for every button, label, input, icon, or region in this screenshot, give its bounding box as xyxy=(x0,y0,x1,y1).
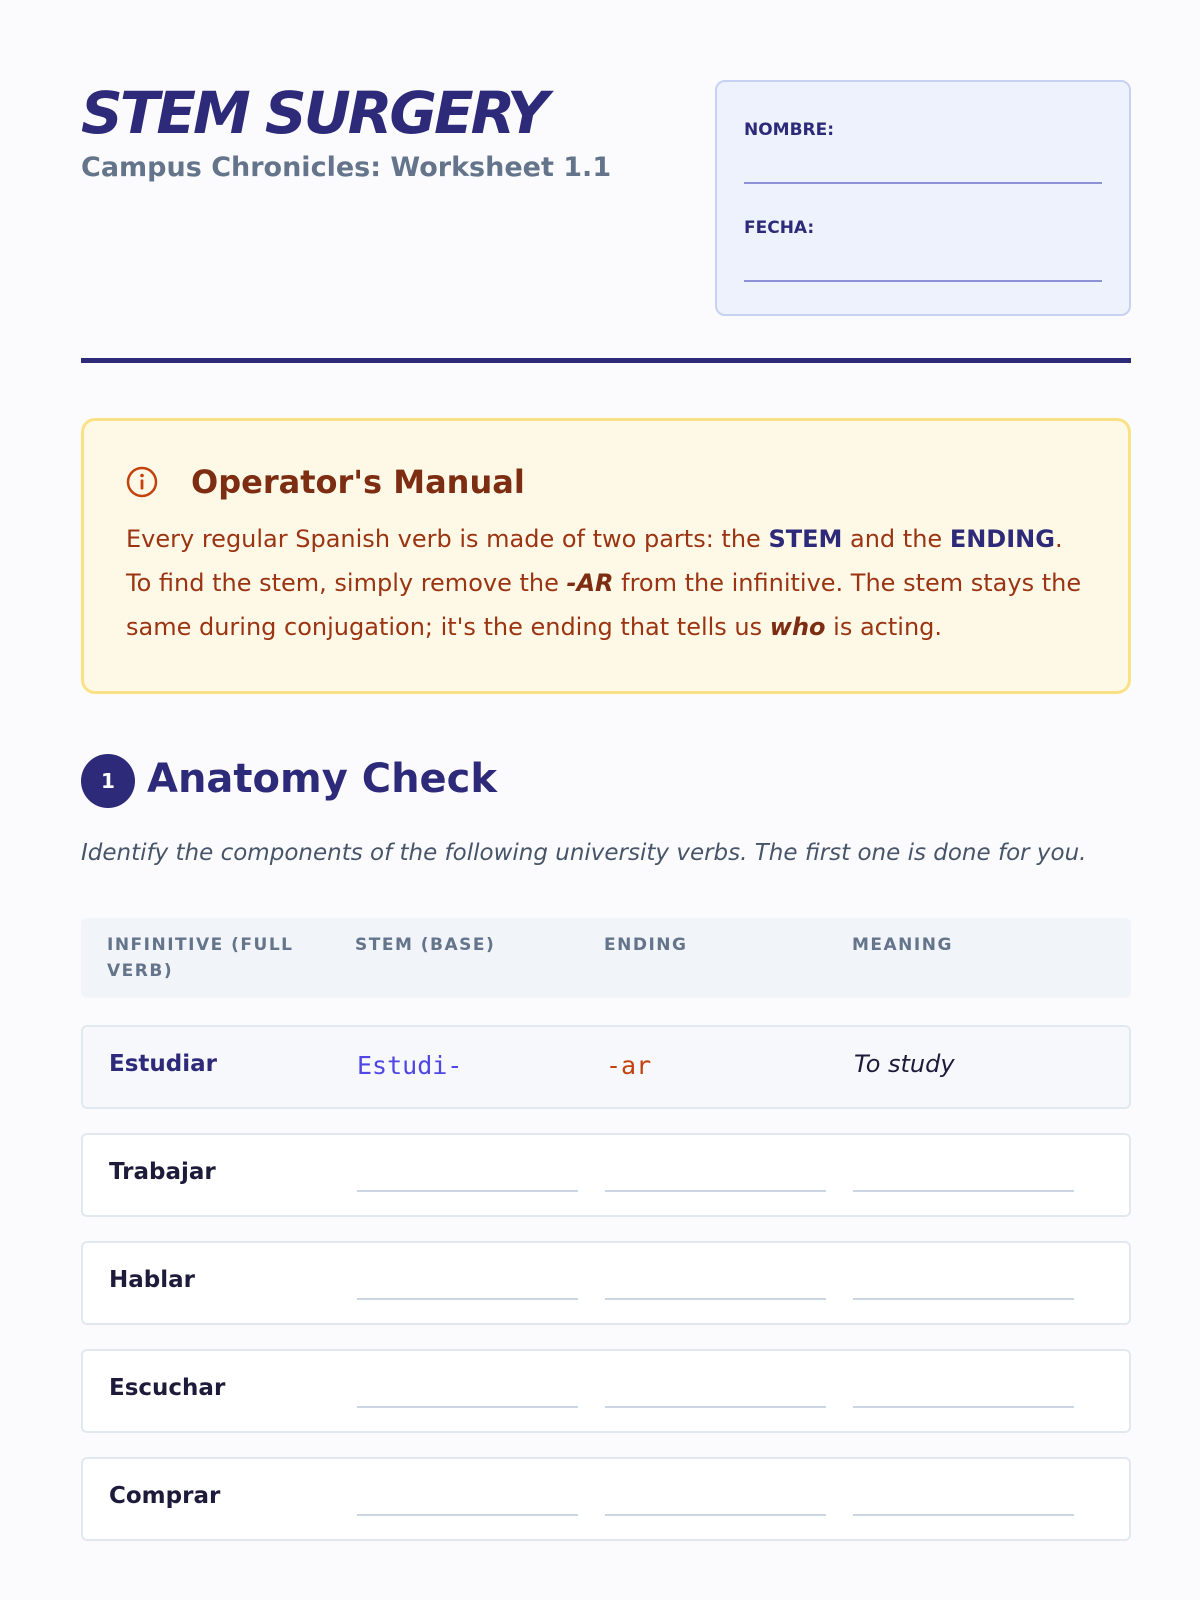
manual-text-part: . To find the stem, simply remove the xyxy=(126,525,1063,597)
name-field[interactable] xyxy=(744,182,1102,184)
manual-text-part: Every regular Spanish verb is made of two parts: the xyxy=(126,525,769,553)
worksheet-title: STEM SURGERY xyxy=(81,79,546,147)
meaning-blank[interactable] xyxy=(853,1298,1074,1300)
meaning-blank[interactable] xyxy=(853,1406,1074,1408)
stem-blank[interactable] xyxy=(357,1298,578,1300)
section-instructions: Identify the components of the following university verbs. The first one is done for you. xyxy=(81,840,1087,866)
student-info-box xyxy=(715,80,1131,316)
worksheet-header xyxy=(81,80,1131,320)
column-header-stem: STEM (BASE) xyxy=(355,935,496,955)
worksheet-subtitle: Campus Chronicles: Worksheet 1.1 xyxy=(81,152,612,183)
header-divider xyxy=(81,358,1131,363)
keyword-who: who xyxy=(769,613,826,641)
manual-text-part: from the infinitive. The stem stays the same during conjugation; it's the ending that tells us xyxy=(126,569,1082,641)
info-circle-icon xyxy=(126,466,158,498)
example-stem: Estudi- xyxy=(357,1051,463,1080)
keyword-ending: ENDING xyxy=(949,525,1055,553)
meaning-blank[interactable] xyxy=(853,1514,1074,1516)
table-header xyxy=(81,918,1131,998)
example-meaning: To study xyxy=(854,1050,955,1078)
verb-cell: Trabajar xyxy=(109,1159,216,1185)
stem-blank[interactable] xyxy=(357,1190,578,1192)
ending-blank[interactable] xyxy=(605,1514,826,1516)
stem-blank[interactable] xyxy=(357,1406,578,1408)
date-field[interactable] xyxy=(744,280,1102,282)
ending-blank[interactable] xyxy=(605,1406,826,1408)
table-row xyxy=(81,1349,1131,1433)
example-ending: -ar xyxy=(606,1051,652,1080)
table-row xyxy=(81,1241,1131,1325)
name-label: NOMBRE: xyxy=(744,120,835,140)
date-label: FECHA: xyxy=(744,218,815,238)
ending-blank[interactable] xyxy=(605,1190,826,1192)
manual-body xyxy=(126,517,1086,649)
column-header-infinitive: INFINITIVE (FULL VERB) xyxy=(107,935,294,981)
table-row xyxy=(81,1457,1131,1541)
verb-cell: Hablar xyxy=(109,1267,195,1293)
operators-manual-callout xyxy=(81,418,1131,694)
verb-cell: Comprar xyxy=(109,1483,221,1509)
column-header-ending: ENDING xyxy=(604,935,688,955)
section-title: Anatomy Check xyxy=(147,756,497,802)
keyword-stem: STEM xyxy=(768,525,843,553)
manual-title: Operator's Manual xyxy=(191,463,525,501)
stem-blank[interactable] xyxy=(357,1514,578,1516)
verb-cell: Escuchar xyxy=(109,1375,226,1401)
ending-blank[interactable] xyxy=(605,1298,826,1300)
manual-text-part: and the xyxy=(842,525,950,553)
section-number-badge: 1 xyxy=(81,754,135,808)
example-row xyxy=(81,1025,1131,1109)
worksheet-page xyxy=(81,79,1131,1509)
example-verb: Estudiar xyxy=(109,1051,217,1077)
column-header-meaning: MEANING xyxy=(852,935,953,955)
manual-text-part: is acting. xyxy=(825,613,943,641)
table-row xyxy=(81,1133,1131,1217)
keyword-ar: -AR xyxy=(566,569,614,597)
meaning-blank[interactable] xyxy=(853,1190,1074,1192)
